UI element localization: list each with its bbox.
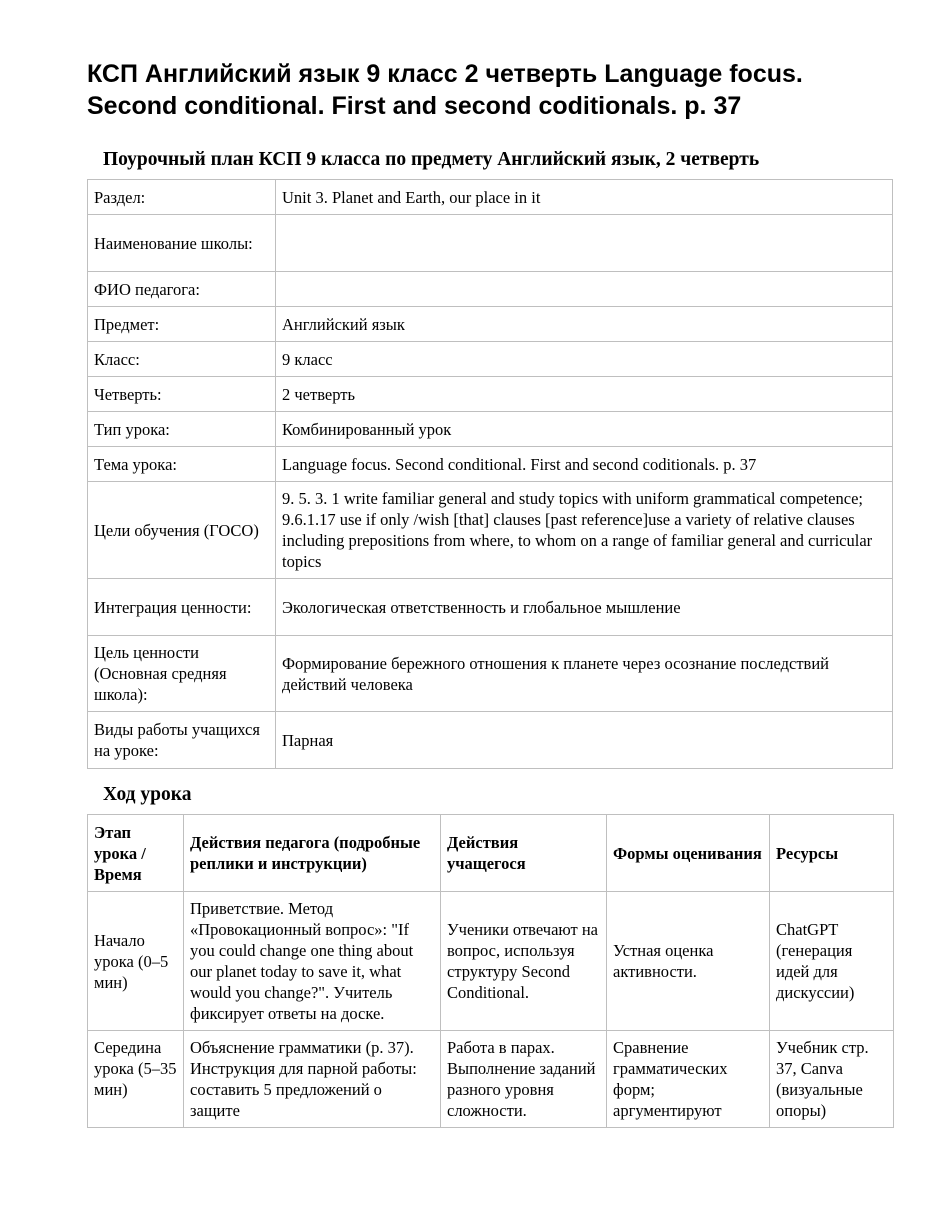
info-label: Цели обучения (ГОСО)	[88, 482, 276, 579]
cell-teacher-actions: Приветствие. Метод «Провокационный вопрос»: "If you could change one thing about our planet today to save it, what would you change?". Учитель фиксирует ответы на доске.	[184, 892, 441, 1031]
column-header-resources: Ресурсы	[770, 815, 894, 892]
info-value: Английский язык	[276, 307, 893, 342]
info-label: Класс:	[88, 342, 276, 377]
table-row	[88, 1031, 894, 1128]
info-value: Language focus. Second conditional. First and second coditionals. p. 37	[276, 447, 893, 482]
cell-teacher-actions: Объяснение грамматики (р. 37). Инструкция для парной работы: составить 5 предложений о защите	[184, 1031, 441, 1128]
cell-resources: Учебник стр. 37, Canva (визуальные опоры)	[770, 1031, 894, 1128]
info-label: Виды работы учащихся на уроке:	[88, 712, 276, 769]
column-header-student-actions: Действия учащегося	[441, 815, 607, 892]
info-value: Unit 3. Planet and Earth, our place in it	[276, 180, 893, 215]
info-value: Парная	[276, 712, 893, 769]
cell-assessment: Устная оценка активности.	[607, 892, 770, 1031]
cell-assessment: Сравнение грамматических форм; аргументируют	[607, 1031, 770, 1128]
info-value: 2 четверть	[276, 377, 893, 412]
cell-stage: Середина урока (5–35 мин)	[88, 1031, 184, 1128]
info-row-quarter	[88, 377, 893, 412]
info-value: Формирование бережного отношения к планете через осознание последствий действий человека	[276, 636, 893, 712]
lesson-progress-table	[87, 814, 894, 1128]
cell-student-actions: Ученики отвечают на вопрос, используя структуру Second Conditional.	[441, 892, 607, 1031]
info-value: 9. 5. 3. 1 write familiar general and study topics with uniform grammatical competence; 9.6.1.17 use if only /wish [that] clauses [past reference]use a variety of relative clauses including prepositions from where, to whom on a range of familiar general and curricular topics	[276, 482, 893, 579]
info-label: ФИО педагога:	[88, 272, 276, 307]
info-value	[276, 272, 893, 307]
cell-student-actions: Работа в парах. Выполнение заданий разного уровня сложности.	[441, 1031, 607, 1128]
info-row-teacher	[88, 272, 893, 307]
info-value: 9 класс	[276, 342, 893, 377]
document-title: КСП Английский язык 9 класс 2 четверть Language focus. Second conditional. First and second coditionals. p. 37	[87, 60, 803, 120]
info-value	[276, 215, 893, 272]
info-row-lesson-type	[88, 412, 893, 447]
info-label: Предмет:	[88, 307, 276, 342]
info-label: Интеграция ценности:	[88, 579, 276, 636]
info-row-learning-goals	[88, 482, 893, 579]
column-header-assessment: Формы оценивания	[607, 815, 770, 892]
info-row-subject	[88, 307, 893, 342]
info-label: Раздел:	[88, 180, 276, 215]
info-value: Комбинированный урок	[276, 412, 893, 447]
info-value: Экологическая ответственность и глобальное мышление	[276, 579, 893, 636]
lesson-plan-heading: Поурочный план КСП 9 класса по предмету Английский язык, 2 четверть	[103, 149, 760, 170]
info-row-value-goal	[88, 636, 893, 712]
info-label: Тип урока:	[88, 412, 276, 447]
info-row-topic	[88, 447, 893, 482]
info-label: Цель ценности (Основная средняя школа):	[88, 636, 276, 712]
info-label: Тема урока:	[88, 447, 276, 482]
info-label: Четверть:	[88, 377, 276, 412]
table-row	[88, 892, 894, 1031]
info-row-school	[88, 215, 893, 272]
lesson-info-table	[87, 179, 893, 769]
info-row-work-types	[88, 712, 893, 769]
table-header-row	[88, 815, 894, 892]
info-row-value-integration	[88, 579, 893, 636]
column-header-stage: Этап урока / Время	[88, 815, 184, 892]
info-row-grade	[88, 342, 893, 377]
cell-resources: ChatGPT (генерация идей для дискуссии)	[770, 892, 894, 1031]
info-label: Наименование школы:	[88, 215, 276, 272]
info-row-section	[88, 180, 893, 215]
column-header-teacher-actions: Действия педагога (подробные реплики и инструкции)	[184, 815, 441, 892]
lesson-progress-heading: Ход урока	[103, 784, 192, 805]
cell-stage: Начало урока (0–5 мин)	[88, 892, 184, 1031]
